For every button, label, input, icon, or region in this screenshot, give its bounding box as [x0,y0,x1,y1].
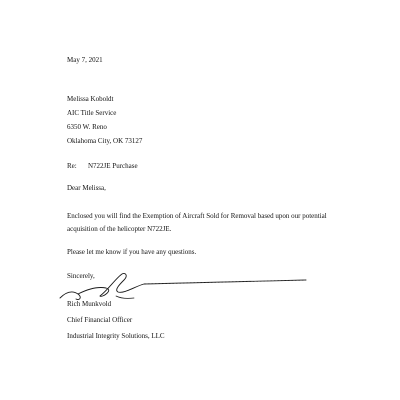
closing: Sincerely, [67,272,95,280]
body-paragraph-questions: Please let me know if you have any questions. [67,248,197,256]
re-label: Re: [67,162,77,170]
recipient-name: Melissa Koboldt [67,95,114,103]
recipient-address-block [67,95,142,151]
recipient-city: Oklahoma City, OK 73127 [67,137,143,145]
letter-date: May 7, 2021 [67,56,103,64]
salutation: Dear Melissa, [67,184,106,192]
sender-company: Industrial Integrity Solutions, LLC [67,332,165,340]
sender-title: Chief Financial Officer [67,316,133,324]
re-subject: N722JE Purchase [88,162,138,170]
body-paragraph-line-1: Enclosed you will find the Exemption of Aircraft Sold for Removal based upon our potential [67,212,327,220]
recipient-street: 6350 W. Reno [67,123,107,131]
body-paragraph-line-2: acquisition of the helicopter N722JE. [67,225,172,233]
recipient-company: AIC Title Service [67,109,117,117]
sender-name: Rich Munkvold [67,300,112,308]
sender-block [67,300,165,348]
